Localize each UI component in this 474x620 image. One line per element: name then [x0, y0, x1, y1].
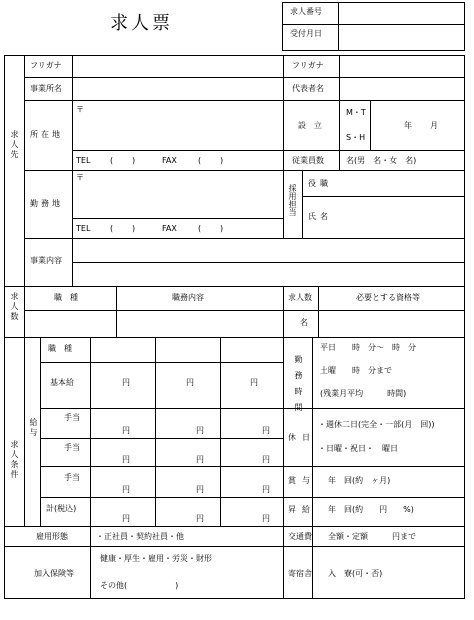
job-type-field[interactable] — [25, 311, 116, 337]
business-label: 事業内容 — [30, 256, 62, 265]
salary-label: 給与 — [29, 418, 38, 438]
saturday-hours: 土曜 時 分まで — [320, 366, 392, 375]
contact-position-field[interactable] — [340, 171, 464, 196]
job-number-label: 求人番号 — [290, 7, 322, 16]
yen-3c: 円 — [262, 455, 270, 464]
allowance-2-label: 手当 — [64, 443, 80, 452]
holiday-weekly: ・週休二日(完全・一部(月 回)) — [318, 420, 435, 429]
recruitment-count-label: 求人数 — [288, 293, 312, 302]
contact-label: 採用担当 — [288, 184, 297, 216]
tel2-label: TEL — [76, 224, 91, 233]
yen-1c: 円 — [250, 378, 258, 387]
yen-2c: 円 — [262, 426, 270, 435]
employees-label: 従業員数 — [292, 156, 324, 165]
yen-2a: 円 — [122, 426, 130, 435]
conditions-section-label: 求人条件 — [10, 440, 19, 480]
yen-5a: 円 — [122, 514, 130, 523]
company-section-label: 求人先 — [10, 130, 19, 160]
address-field[interactable] — [73, 101, 282, 150]
yen-4c: 円 — [262, 485, 270, 494]
yen-2b: 円 — [196, 426, 204, 435]
transport-label: 交通費 — [288, 532, 312, 541]
bonus-value: 年 回(約 ヶ月) — [328, 476, 391, 485]
rep-furigana-field[interactable] — [340, 56, 464, 77]
tel-paren-right: ) — [132, 156, 136, 165]
qualifications-field[interactable] — [319, 311, 464, 337]
rep-name-field[interactable] — [340, 78, 464, 100]
job-type-label: 職 種 — [54, 293, 78, 302]
person-name-label: 氏名 — [308, 212, 332, 221]
yen-1a: 円 — [122, 378, 130, 387]
employment-label: 雇用形態 — [36, 532, 68, 541]
tel-label: TEL — [76, 156, 91, 165]
company-name-field[interactable] — [73, 78, 282, 100]
tel2-paren-left: ( — [110, 224, 114, 233]
fax2-paren-left: ( — [198, 224, 202, 233]
qualifications-label: 必要とする資格等 — [356, 293, 420, 302]
duties-field[interactable] — [117, 311, 283, 337]
month-label: 月 — [430, 121, 438, 130]
employment-value: ・正社員・契約社員・他 — [96, 532, 184, 541]
allowance-1-label: 手当 — [64, 413, 80, 422]
workplace-field[interactable] — [73, 171, 282, 218]
year-label: 年 — [404, 121, 412, 130]
position-label: 役職 — [308, 179, 332, 188]
insurance-other: その他( ) — [100, 581, 179, 590]
job-number-field[interactable] — [340, 4, 463, 23]
fax2-paren-right: ) — [220, 224, 224, 233]
recruitment-section-label: 求人数 — [10, 292, 19, 322]
company-furigana-field[interactable] — [73, 56, 282, 77]
furigana-label: フリガナ — [30, 61, 62, 70]
total-label: 計(税込) — [46, 504, 77, 513]
fax-paren-right: ) — [220, 156, 224, 165]
tel2-paren-right: ) — [132, 224, 136, 233]
transport-value: 全額・定額 円まで — [328, 532, 416, 541]
workplace-postal-mark: 〒 — [76, 173, 84, 182]
raise-label: 昇給 — [288, 505, 316, 514]
insurance-label: 加入保険等 — [34, 569, 74, 578]
dorm-label: 寄宿舎 — [288, 569, 312, 578]
representative-label: 代表者名 — [292, 84, 324, 93]
company-name-label: 事業所名 — [30, 84, 62, 93]
tel-paren-left: ( — [110, 156, 114, 165]
received-date-field[interactable] — [340, 26, 463, 49]
weekday-hours: 平日 時 分〜 時 分 — [320, 343, 416, 352]
postal-mark: 〒 — [76, 105, 84, 114]
holidays-label: 休日 — [288, 433, 316, 442]
furigana2-label: フリガナ — [292, 61, 324, 70]
allowance-3-label: 手当 — [64, 473, 80, 482]
yen-1b: 円 — [186, 378, 194, 387]
era-sh: S・H — [346, 133, 366, 142]
base-pay-label: 基本給 — [50, 378, 74, 387]
fax-label: FAX — [162, 156, 177, 165]
employees-value: 名(男 名・女 名) — [346, 156, 417, 165]
fax2-label: FAX — [162, 224, 177, 233]
address-label: 所在地 — [30, 130, 63, 139]
insurance-value: 健康・厚生・雇用・労災・財形 — [100, 554, 212, 563]
fax-paren-left: ( — [198, 156, 202, 165]
business-field[interactable] — [73, 239, 464, 286]
holiday-days: ・日曜・祝日・ 曜日 — [318, 444, 398, 453]
bonus-label: 賞与 — [288, 476, 316, 485]
overtime: (残業月平均 時間) — [320, 389, 407, 398]
era-mt: M・T — [346, 108, 366, 117]
yen-5c: 円 — [262, 514, 270, 523]
count-unit: 名 — [300, 318, 308, 327]
contact-name-field[interactable] — [340, 197, 464, 238]
duties-label: 職務内容 — [172, 293, 204, 302]
yen-3a: 円 — [122, 455, 130, 464]
yen-4b: 円 — [196, 485, 204, 494]
hours-label: 勤務時間 — [294, 355, 303, 419]
yen-5b: 円 — [196, 514, 204, 523]
received-date-label: 受付月日 — [290, 29, 322, 38]
yen-4a: 円 — [122, 485, 130, 494]
established-label: 設立 — [298, 121, 330, 130]
cond-job-type-label: 職 種 — [48, 344, 72, 353]
form-title: 求人票 — [110, 13, 173, 34]
raise-value: 年 回(約 円 %) — [328, 505, 414, 514]
workplace-label: 勤務地 — [30, 199, 63, 208]
dorm-value: 入 寮(可・否) — [328, 569, 383, 578]
yen-3b: 円 — [196, 455, 204, 464]
